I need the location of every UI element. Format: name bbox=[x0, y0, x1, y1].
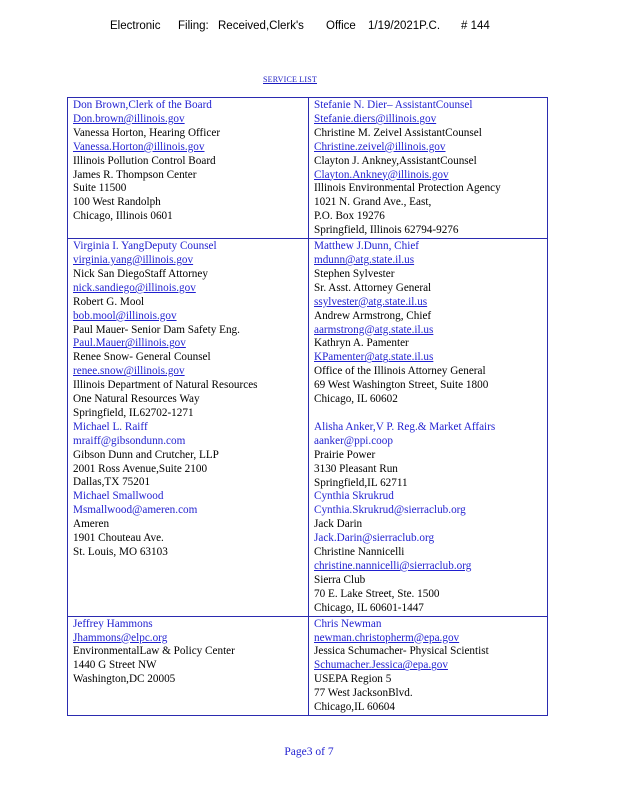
address-line: 69 West Washington Street, Suite 1800 bbox=[314, 379, 489, 392]
service-row bbox=[68, 98, 548, 239]
address-line: Office of the Illinois Attorney General bbox=[314, 365, 486, 378]
email-link[interactable]: Paul.Mauer@illinois.gov bbox=[73, 337, 186, 350]
address-line: Illinois Pollution Control Board bbox=[73, 154, 216, 167]
address-line: 2001 Ross Avenue,Suite 2100 bbox=[73, 462, 208, 475]
address-line: Chicago, Illinois 0601 bbox=[73, 210, 173, 223]
address-line: Sr. Asst. Attorney General bbox=[314, 281, 432, 294]
address-line: St. Louis, MO 63103 bbox=[73, 546, 168, 558]
address-line: mraiff@gibsondunn.com bbox=[73, 434, 186, 447]
address-line: Matthew J.Dunn, Chief bbox=[314, 240, 420, 253]
email-link[interactable]: aarmstrong@atg.state.il.us bbox=[314, 323, 434, 336]
header-filing: Filing: bbox=[178, 20, 209, 32]
address-line: Cynthia.Skrukrud@sierraclub.org bbox=[314, 504, 466, 517]
header-date: 1/19/2021P.C. bbox=[368, 20, 441, 32]
email-link[interactable]: Clayton.Ankney@illinois.gov bbox=[314, 168, 449, 181]
header-electronic: Electronic bbox=[110, 20, 161, 32]
address-line: 1901 Chouteau Ave. bbox=[73, 532, 164, 545]
address-line: Don Brown,Clerk of the Board bbox=[73, 99, 212, 111]
email-link[interactable]: Stefanie.diers@illinois.gov bbox=[314, 112, 437, 125]
address-line: Clayton J. Ankney,AssistantCounsel bbox=[314, 154, 477, 167]
address-line: James R. Thompson Center bbox=[73, 168, 197, 181]
email-link[interactable]: newman.christopherm@epa.gov bbox=[314, 631, 460, 644]
address-line: Illinois Environmental Protection Agency bbox=[314, 182, 501, 195]
address-line: Chicago, IL 60602 bbox=[314, 393, 398, 406]
email-link[interactable]: ssylvester@atg.state.il.us bbox=[314, 295, 428, 308]
address-line: Springfield, IL62702-1271 bbox=[73, 406, 194, 419]
address-line: 1021 N. Grand Ave., East, bbox=[314, 196, 432, 209]
email-link[interactable]: Christine.zeivel@illinois.gov bbox=[314, 140, 446, 153]
address-line: Cynthia Skrukrud bbox=[314, 490, 394, 503]
service-cell-right bbox=[309, 98, 548, 239]
header-received: Received,Clerk's bbox=[218, 20, 304, 32]
address-line: 1440 G Street NW bbox=[73, 659, 157, 672]
address-line: 77 West JacksonBlvd. bbox=[314, 687, 413, 700]
filing-header bbox=[0, 20, 618, 38]
email-link[interactable]: Schumacher.Jessica@epa.gov bbox=[314, 659, 448, 672]
address-line: Jeffrey Hammons bbox=[73, 617, 153, 630]
address-line: Springfield,IL 62711 bbox=[314, 476, 408, 489]
email-link[interactable]: Don.brown@illinois.gov bbox=[73, 112, 185, 125]
address-line: Michael L. Raiff bbox=[73, 420, 148, 433]
address-line: Paul Mauer- Senior Dam Safety Eng. bbox=[73, 323, 240, 336]
address-line: Msmallwood@ameren.com bbox=[73, 504, 198, 517]
address-line: Prairie Power bbox=[314, 448, 376, 461]
address-line: Illinois Department of Natural Resources bbox=[73, 379, 258, 392]
service-list-title: SERVICE LIST bbox=[263, 75, 317, 84]
email-link[interactable]: KPamenter@atg.state.il.us bbox=[314, 351, 434, 364]
service-cell-left bbox=[68, 616, 309, 715]
email-link[interactable]: nick.sandiego@illinois.gov bbox=[73, 281, 196, 294]
address-line: Kathryn A. Pamenter bbox=[314, 337, 409, 350]
address-line: Stefanie N. Dier– AssistantCounsel bbox=[314, 99, 473, 111]
address-line: Chris Newman bbox=[314, 617, 382, 630]
email-link[interactable]: Jhammons@elpc.org bbox=[73, 631, 168, 644]
address-line: EnvironmentalLaw & Policy Center bbox=[73, 645, 235, 658]
address-line: Sierra Club bbox=[314, 573, 366, 586]
service-cell-right bbox=[309, 616, 548, 715]
address-line: Springfield, Illinois 62794-9276 bbox=[314, 224, 459, 237]
address-line: P.O. Box 19276 bbox=[314, 210, 385, 223]
address-line: Christine M. Zeivel AssistantCounsel bbox=[314, 126, 482, 139]
email-link[interactable]: virginia.yang@illinois.gov bbox=[73, 253, 194, 266]
address-line: aanker@ppi.coop bbox=[314, 434, 393, 447]
address-line: 3130 Pleasant Run bbox=[314, 462, 398, 475]
address-line: Stephen Sylvester bbox=[314, 267, 395, 280]
service-cell-right bbox=[309, 239, 548, 617]
address-line: Michael Smallwood bbox=[73, 490, 164, 503]
email-link[interactable]: renee.snow@illinois.gov bbox=[73, 365, 185, 378]
address-line: Suite 11500 bbox=[73, 182, 127, 195]
email-link[interactable]: bob.mool@illinois.gov bbox=[73, 309, 177, 322]
spacer bbox=[314, 407, 543, 421]
address-line: Jack.Darin@sierraclub.org bbox=[314, 532, 435, 545]
service-row bbox=[68, 616, 548, 715]
service-row bbox=[68, 239, 548, 617]
service-list-table bbox=[67, 97, 548, 716]
service-cell-left bbox=[68, 239, 309, 617]
address-line: 100 West Randolph bbox=[73, 196, 161, 209]
address-line: USEPA Region 5 bbox=[314, 673, 392, 686]
address-line: Andrew Armstrong, Chief bbox=[314, 309, 432, 322]
address-line: Nick San DiegoStaff Attorney bbox=[73, 267, 208, 280]
address-line: Virginia I. YangDeputy Counsel bbox=[73, 240, 217, 253]
page-number: Page3 of 7 bbox=[284, 746, 334, 758]
address-line: Alisha Anker,V P. Reg.& Market Affairs bbox=[314, 420, 496, 433]
address-line: Washington,DC 20005 bbox=[73, 673, 176, 686]
address-line: Vanessa Horton, Hearing Officer bbox=[73, 126, 221, 139]
service-cell-left bbox=[68, 98, 309, 239]
address-line: Robert G. Mool bbox=[73, 295, 145, 308]
email-link[interactable]: christine.nannicelli@sierraclub.org bbox=[314, 560, 472, 572]
address-line: Dallas,TX 75201 bbox=[73, 476, 151, 489]
header-office: Office bbox=[326, 20, 356, 32]
address-line: Jack Darin bbox=[314, 518, 363, 531]
address-line: Chicago, IL 60601-1447 bbox=[314, 601, 424, 614]
email-link[interactable]: mdunn@atg.state.il.us bbox=[314, 253, 415, 266]
email-link[interactable]: Vanessa.Horton@illinois.gov bbox=[73, 140, 205, 153]
header-number: # 144 bbox=[461, 20, 490, 32]
address-line: Ameren bbox=[73, 518, 110, 531]
address-line: One Natural Resources Way bbox=[73, 393, 200, 406]
address-line: Gibson Dunn and Crutcher, LLP bbox=[73, 448, 219, 461]
address-line: Chicago,IL 60604 bbox=[314, 701, 395, 714]
address-line: Jessica Schumacher- Physical Scientist bbox=[314, 645, 489, 658]
address-line: 70 E. Lake Street, Ste. 1500 bbox=[314, 587, 440, 600]
address-line: Christine Nannicelli bbox=[314, 546, 405, 559]
address-line: Renee Snow- General Counsel bbox=[73, 351, 211, 364]
